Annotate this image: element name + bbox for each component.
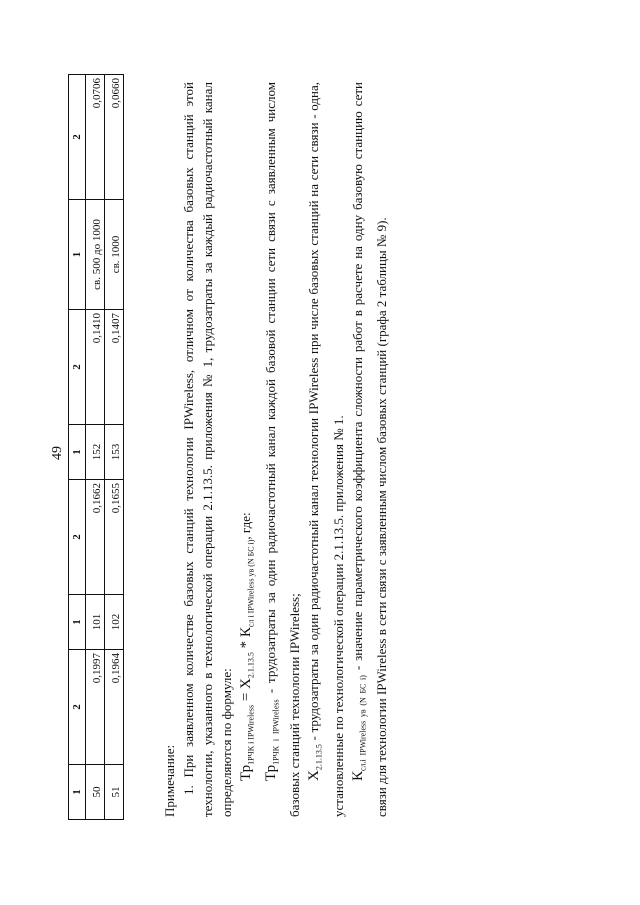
- coefficient-table: [68, 74, 124, 820]
- def3-sub: сл.i IPWireless ув (N БС i): [358, 675, 368, 771]
- def1-text: - трудозатраты за один радиочастотный канал каждой базовой станции сети связи с заявленным числом базовых станций технологии IPWireless;: [262, 82, 303, 817]
- def2-text: - трудозатраты за один радиочастотный канал технологии IPWireless при числе базовых станций на сети связи - одна, установленные по технологической операции 2.1.13.5. приложения № 1.: [306, 82, 346, 817]
- def1-sub: 1РЧК i IPWireless: [271, 699, 281, 765]
- formula-lhs: Тр: [238, 764, 254, 781]
- table-cell: 0,1997: [86, 650, 105, 765]
- def3-text: - значение параметрического коэффициента сложности работ в расчете на одну базовую станцию сети связи для технологии IPWireless в сети связи с заявленным числом базовых станций (графа 2 таблицы № 9).: [349, 82, 390, 817]
- table-cell: 0,1410: [86, 310, 105, 425]
- def2-sub: 2.1.13.5: [314, 744, 324, 771]
- formula-mult: * К: [238, 627, 254, 653]
- col-header: 1: [69, 595, 86, 650]
- formula-tail: , где:: [238, 512, 253, 540]
- table-cell: св. 1000: [105, 200, 124, 310]
- table-cell: 152: [86, 425, 105, 480]
- def2-symbol: X: [306, 770, 323, 781]
- table-cell: 0,1662: [86, 480, 105, 595]
- formula-x-sub: 2.1.13.5: [246, 652, 256, 679]
- def1-symbol: Тр: [262, 764, 279, 781]
- col-header: 2: [69, 310, 86, 425]
- table-cell: св. 500 до 1000: [86, 200, 105, 310]
- table-cell: 50: [86, 765, 105, 820]
- table-cell: 102: [105, 595, 124, 650]
- table-cell: 101: [86, 595, 105, 650]
- table-row: [105, 75, 124, 820]
- table-cell: 51: [105, 765, 124, 820]
- notes-heading: Примечание:: [162, 744, 177, 817]
- col-header: 1: [69, 200, 86, 310]
- table-row: [86, 75, 105, 820]
- col-header: 2: [69, 480, 86, 595]
- page-number: 49: [50, 446, 65, 460]
- notes-block: [160, 82, 391, 817]
- table-cell: 0,1655: [105, 480, 124, 595]
- col-header: 2: [69, 75, 86, 200]
- definition-1: [261, 82, 305, 817]
- note-paragraph-1: 1. При заявленном количестве базовых станций технологии IPWireless, отличном от количества базовых станций этой технологии, указанного в технологической операции 2.1.13.5. приложения № 1, трудозатраты за каждый радиочастотный канал определяются по формуле:: [181, 82, 234, 817]
- table-cell: 0,0706: [86, 75, 105, 200]
- definition-2: [304, 82, 348, 817]
- col-header: 1: [69, 765, 86, 820]
- table-cell: 0,0660: [105, 75, 124, 200]
- table-header-row: [69, 75, 86, 820]
- formula-eq: = X: [238, 678, 254, 705]
- formula-lhs-sub: 1РЧК i IPWireless: [246, 704, 256, 765]
- col-header: 2: [69, 650, 86, 765]
- formula-line: [236, 82, 261, 817]
- formula-k-sub: сл i IPWireless ув (N БС i): [246, 539, 256, 628]
- table-cell: 0,1407: [105, 310, 124, 425]
- definition-3: [348, 82, 392, 817]
- table-cell: 153: [105, 425, 124, 480]
- table-cell: 0,1964: [105, 650, 124, 765]
- col-header: 1: [69, 425, 86, 480]
- def3-symbol: К: [349, 770, 366, 781]
